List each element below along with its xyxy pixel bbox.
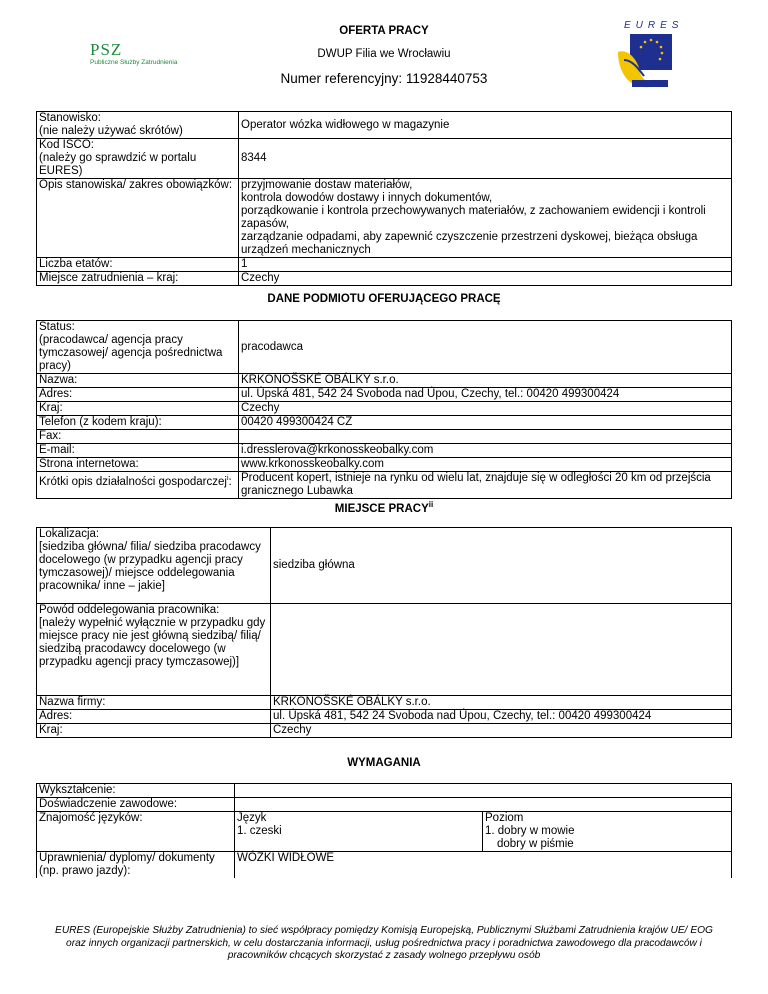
table-row	[37, 528, 732, 604]
status-value: pracodawca	[239, 321, 732, 374]
company-name-label: Nazwa firmy:	[37, 696, 271, 710]
language-value: 1. czeski	[237, 825, 282, 837]
table-row	[37, 798, 732, 812]
table-row	[37, 472, 732, 499]
language-cell	[235, 812, 483, 852]
position-label: Stanowisko: (nie należy używać skrótów)	[37, 112, 239, 139]
delegation-reason-label: Powód oddelegowania pracownika: [należy wypełnić wyłącznie w przypadku gdy miejsce pracy nie jest główną siedzibą/ filią/ siedzibą pracodawcy docelowego (w przypadku agencji pracy tymczasowej)]	[37, 604, 271, 696]
table-row	[37, 388, 732, 402]
table-row	[37, 696, 732, 710]
table-row	[37, 604, 732, 696]
requirements-heading: WYMAGANIA	[347, 757, 421, 769]
country-value: Czechy	[239, 272, 732, 286]
document-title: OFERTA PRACY	[339, 25, 429, 37]
workplace-address-label: Adres:	[37, 710, 271, 724]
isco-value: 8344	[239, 139, 732, 179]
table-row	[37, 258, 732, 272]
email-label: E-mail:	[37, 444, 239, 458]
positions-count-label: Liczba etatów:	[37, 258, 239, 272]
footnote-marker: i	[226, 475, 229, 482]
licenses-value: WÓZKI WIDŁOWE	[235, 852, 732, 879]
table-row	[37, 272, 732, 286]
psz-logo	[90, 40, 177, 66]
isco-label: Kod ISCO: (należy go sprawdzić w portalu EURES)	[37, 139, 239, 179]
business-description-label-text: Krótki opis działalności gospodarczej	[39, 475, 227, 488]
location-label: Lokalizacja: [siedziba główna/ filia/ siedziba pracodawcy docelowego (w przypadku agencji pracy tymczasowej)/ miejsce oddelegowania pracownika/ inne – jakie]	[37, 528, 271, 604]
level-cell	[483, 812, 732, 852]
duties-value: przyjmowanie dostaw materiałów, kontrola dowodów dostawy i innych dokumentów, porządkowanie i kontrola przechowywanych materiałów, z zachowaniem ewidencji i kontroli zapasów, zarządzanie odpadami, aby zapewnić czyszczenie przestrzeni dyskowej, bieżąca obsługa urządzeń mechanicznych	[239, 179, 732, 258]
workplace-address-value: ul. Úpská 481, 542 24 Svoboda nad Úpou, Czechy, tel.: 00420 499300424	[271, 710, 732, 724]
table-row	[37, 374, 732, 388]
employer-country-label: Kraj:	[37, 402, 239, 416]
experience-label: Doświadczenie zawodowe:	[37, 798, 235, 812]
eures-emblem-icon	[610, 20, 680, 92]
delegation-reason-value	[271, 604, 732, 696]
company-name-value: KRKONOŠSKÉ OBÁLKY s.r.o.	[271, 696, 732, 710]
workplace-country-value: Czechy	[271, 724, 732, 738]
status-label: Status: (pracodawca/ agencja pracy tymczasowej/ agencja pośrednictwa pracy)	[37, 321, 239, 374]
level-column-header: Poziom	[485, 812, 524, 824]
job-table	[36, 111, 732, 286]
positions-count-value: 1	[239, 258, 732, 272]
table-row	[37, 430, 732, 444]
business-description-label	[37, 472, 239, 499]
reference-number: Numer referencyjny: 11928440753	[280, 71, 488, 86]
table-row	[37, 402, 732, 416]
employer-heading: DANE PODMIOTU OFERUJĄCEGO PRACĘ	[267, 293, 501, 305]
fax-value	[239, 430, 732, 444]
table-row	[37, 139, 732, 179]
address-value: ul. Úpská 481, 542 24 Svoboda nad Úpou, Czechy, tel.: 00420 499300424	[239, 388, 732, 402]
table-row	[37, 812, 732, 852]
workplace-table	[36, 527, 732, 738]
footnote-marker: ii	[428, 500, 434, 509]
table-row	[37, 710, 732, 724]
table-row	[37, 444, 732, 458]
footer-note: EURES (Europejskie Służby Zatrudnienia) to sieć współpracy pomiędzy Komisją Europejską, Publicznymi Służbami Zatrudnienia krajów UE/ EOG oraz innych organizacji partnerskich, w celu dostarczania informacji, usług pośrednictwa pracy i poradnictwa zawodowego dla pracodawców i pracowników chcących skorzystać z zasady wolnego przepływu osób	[55, 925, 713, 961]
education-label: Wykształcenie:	[37, 784, 235, 798]
name-label: Nazwa:	[37, 374, 239, 388]
address-label: Adres:	[37, 388, 239, 402]
requirements-table	[36, 783, 732, 878]
table-row	[37, 458, 732, 472]
phone-label: Telefon (z kodem kraju):	[37, 416, 239, 430]
licenses-label: Uprawnienia/ dyplomy/ dokumenty (np. prawo jazdy):	[37, 852, 235, 879]
phone-value: 00420 499300424 CZ	[239, 416, 732, 430]
eures-logo-text: EURES	[624, 20, 684, 31]
workplace-heading	[0, 500, 768, 515]
website-label: Strona internetowa:	[37, 458, 239, 472]
education-value	[235, 784, 732, 798]
position-value: Operator wózka widłowego w magazynie	[239, 112, 732, 139]
eures-logo	[610, 20, 684, 92]
workplace-heading-text: MIEJSCE PRACY	[334, 502, 429, 515]
level-value-spoken: 1. dobry w mowie	[485, 825, 575, 837]
fax-label: Fax:	[37, 430, 239, 444]
email-value[interactable]: i.dresslerova@krkonosskeobalky.com	[239, 444, 732, 458]
label-colon: :	[228, 475, 232, 488]
employer-table	[36, 320, 732, 499]
office-name: DWUP Filia we Wrocławiu	[317, 48, 451, 60]
level-value-written: dobry w piśmie	[497, 838, 574, 850]
table-row	[37, 724, 732, 738]
website-value[interactable]: www.krkonosskeobalky.com	[239, 458, 732, 472]
table-row	[37, 852, 732, 879]
table-row	[37, 784, 732, 798]
duties-label: Opis stanowiska/ zakres obowiązków:	[37, 179, 239, 258]
psz-logo-text: PSZ	[90, 40, 123, 59]
country-label: Miejsce zatrudnienia – kraj:	[37, 272, 239, 286]
psz-logo-subtitle: Publiczne Służby Zatrudnienia	[90, 59, 178, 66]
table-row	[37, 179, 732, 258]
employer-country-value: Czechy	[239, 402, 732, 416]
experience-value	[235, 798, 732, 812]
table-row	[37, 112, 732, 139]
language-column-header: Język	[237, 812, 267, 824]
table-row	[37, 321, 732, 374]
location-value: siedziba główna	[271, 528, 732, 604]
business-description-value: Producent kopert, istnieje na rynku od wielu lat, znajduje się w odległości 20 km od przejścia granicznego Lubawka	[239, 472, 732, 499]
workplace-country-label: Kraj:	[37, 724, 271, 738]
table-row	[37, 416, 732, 430]
languages-label: Znajomość języków:	[37, 812, 235, 852]
name-value: KRKONOŠSKÉ OBÁLKY s.r.o.	[239, 374, 732, 388]
